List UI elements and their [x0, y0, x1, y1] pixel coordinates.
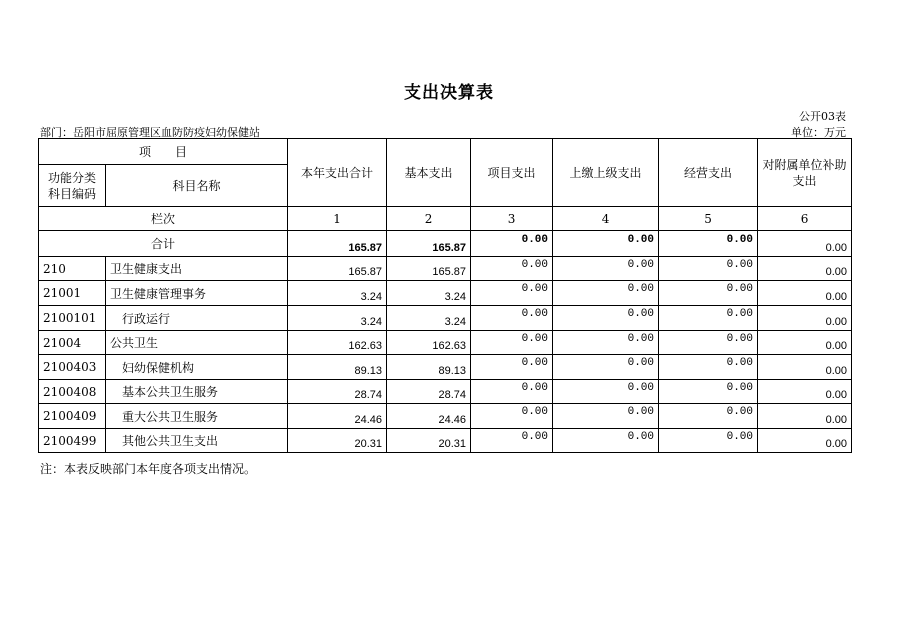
row-name: 其他公共卫生支出 — [106, 429, 288, 453]
col-index-num: 6 — [758, 207, 852, 231]
total-value: 165.87 — [288, 231, 387, 257]
row-value: 0.00 — [758, 429, 852, 453]
header-basic: 基本支出 — [387, 139, 471, 207]
page-title: 支出决算表 — [404, 83, 494, 103]
row-value: 24.46 — [288, 404, 387, 429]
expenditure-table — [38, 138, 852, 453]
col-index-num: 5 — [659, 207, 758, 231]
row-name: 行政运行 — [106, 306, 288, 331]
header-func-code: 功能分类科目编码 — [39, 165, 106, 207]
total-value: 0.00 — [471, 231, 553, 257]
row-value: 0.00 — [553, 404, 659, 429]
total-row — [39, 231, 852, 257]
row-code: 2100403 — [39, 355, 106, 380]
row-value: 3.24 — [387, 281, 471, 306]
col-index-row — [39, 207, 852, 231]
row-value: 0.00 — [758, 257, 852, 281]
total-value: 165.87 — [387, 231, 471, 257]
row-name: 卫生健康支出 — [106, 257, 288, 281]
table-note: 注：本表反映部门本年度各项支出情况。 — [40, 462, 257, 476]
row-value: 0.00 — [659, 380, 758, 404]
row-value: 0.00 — [758, 281, 852, 306]
row-value: 0.00 — [553, 331, 659, 355]
col-index-num: 4 — [553, 207, 659, 231]
department-label: 部门：岳阳市屈原管理区血防防疫妇幼保健站 — [40, 126, 260, 139]
row-code: 21004 — [39, 331, 106, 355]
total-value: 0.00 — [659, 231, 758, 257]
row-value: 162.63 — [387, 331, 471, 355]
row-value: 0.00 — [659, 404, 758, 429]
row-value: 28.74 — [288, 380, 387, 404]
row-value: 0.00 — [659, 281, 758, 306]
row-value: 0.00 — [553, 429, 659, 453]
row-code: 21001 — [39, 281, 106, 306]
row-value: 165.87 — [387, 257, 471, 281]
row-value: 0.00 — [758, 355, 852, 380]
row-value: 0.00 — [758, 306, 852, 331]
header-total: 本年支出合计 — [288, 139, 387, 207]
row-value: 0.00 — [471, 404, 553, 429]
form-number: 公开03表 — [799, 110, 846, 123]
col-index-num: 3 — [471, 207, 553, 231]
header-subsidy: 对附属单位补助支出 — [758, 139, 852, 207]
total-value: 0.00 — [758, 231, 852, 257]
row-value: 0.00 — [758, 380, 852, 404]
row-name: 公共卫生 — [106, 331, 288, 355]
row-value: 0.00 — [553, 257, 659, 281]
col-index-label: 栏次 — [39, 207, 288, 231]
row-name: 卫生健康管理事务 — [106, 281, 288, 306]
total-label: 合计 — [39, 231, 288, 257]
row-value: 0.00 — [471, 281, 553, 306]
table-row — [39, 380, 852, 404]
row-code: 2100409 — [39, 404, 106, 429]
row-name: 妇幼保健机构 — [106, 355, 288, 380]
table-row — [39, 281, 852, 306]
row-name: 基本公共卫生服务 — [106, 380, 288, 404]
row-value: 0.00 — [553, 281, 659, 306]
row-value: 0.00 — [471, 429, 553, 453]
header-item: 项 目 — [39, 139, 288, 165]
row-name: 重大公共卫生服务 — [106, 404, 288, 429]
row-value: 0.00 — [553, 355, 659, 380]
row-value: 3.24 — [288, 281, 387, 306]
header-business: 经营支出 — [659, 139, 758, 207]
row-value: 24.46 — [387, 404, 471, 429]
row-value: 0.00 — [471, 380, 553, 404]
header-subject-name: 科目名称 — [106, 165, 288, 207]
row-value: 89.13 — [288, 355, 387, 380]
row-value: 0.00 — [659, 355, 758, 380]
table-row — [39, 257, 852, 281]
row-code: 2100101 — [39, 306, 106, 331]
table-row — [39, 355, 852, 380]
row-code: 2100499 — [39, 429, 106, 453]
row-value: 0.00 — [758, 331, 852, 355]
row-value: 0.00 — [659, 257, 758, 281]
total-value: 0.00 — [553, 231, 659, 257]
header-upper: 上缴上级支出 — [553, 139, 659, 207]
row-value: 20.31 — [387, 429, 471, 453]
col-index-num: 2 — [387, 207, 471, 231]
unit-label: 单位：万元 — [791, 126, 846, 139]
row-value: 0.00 — [553, 306, 659, 331]
row-code: 2100408 — [39, 380, 106, 404]
row-value: 0.00 — [758, 404, 852, 429]
row-code: 210 — [39, 257, 106, 281]
row-value: 20.31 — [288, 429, 387, 453]
row-value: 0.00 — [553, 380, 659, 404]
row-value: 0.00 — [471, 257, 553, 281]
table-row — [39, 429, 852, 453]
row-value: 0.00 — [659, 429, 758, 453]
row-value: 3.24 — [288, 306, 387, 331]
row-value: 89.13 — [387, 355, 471, 380]
header-project: 项目支出 — [471, 139, 553, 207]
row-value: 0.00 — [471, 306, 553, 331]
row-value: 28.74 — [387, 380, 471, 404]
row-value: 165.87 — [288, 257, 387, 281]
table-row — [39, 306, 852, 331]
col-index-num: 1 — [288, 207, 387, 231]
table-row — [39, 331, 852, 355]
table-row — [39, 404, 852, 429]
row-value: 3.24 — [387, 306, 471, 331]
row-value: 0.00 — [659, 331, 758, 355]
row-value: 0.00 — [659, 306, 758, 331]
row-value: 162.63 — [288, 331, 387, 355]
row-value: 0.00 — [471, 331, 553, 355]
row-value: 0.00 — [471, 355, 553, 380]
